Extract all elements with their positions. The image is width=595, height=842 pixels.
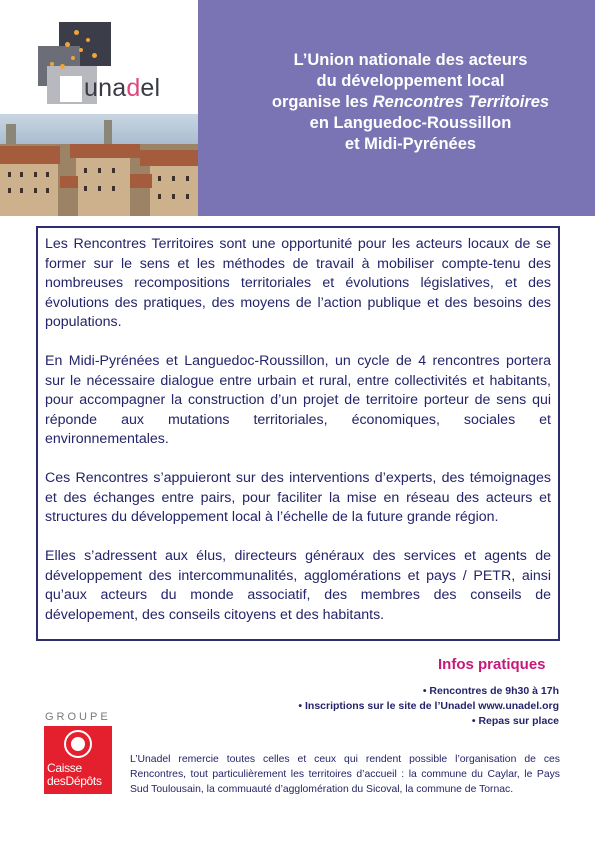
infos-item: • Rencontres de 9h30 à 17h	[422, 685, 559, 697]
paragraph: Les Rencontres Territoires sont une opportunité pour les acteurs locaux de se former sur le sens et les méthodes de travail à mobiliser compte-tenu des nombreuses recompositions territoriales et évolutions législatives, et des évolutions des pratiques, des moyens de l’action publique et des besoins des populations.	[45, 236, 551, 330]
infos-title: Infos pratiques	[438, 656, 546, 673]
logo-dot	[92, 53, 97, 58]
header-title-band	[198, 0, 595, 216]
sponsor-name: Caisse desDépôts	[47, 761, 102, 788]
infos-list	[298, 684, 559, 729]
title-line: organise les Rencontres Territoires	[271, 93, 550, 111]
sponsor-groupe-label: GROUPE	[45, 711, 111, 723]
paragraph: Elles s’adressent aux élus, directeurs généraux des services et agents de développement des intercommunalités, agglomérations et pays / PETR, ainsi qu’aux acteurs du monde associatif, des membres des conseils de dévelopement, des conseils citoyens et des habitants.	[45, 548, 551, 623]
title-line: en Languedoc-Roussillon	[309, 114, 512, 132]
title-line: et Midi-Pyrénées	[344, 135, 477, 153]
caisse-des-depots-logo	[44, 726, 112, 794]
logo-dot	[50, 62, 54, 66]
seal-icon	[64, 730, 92, 758]
logo-dot	[71, 56, 75, 60]
logo-dot	[86, 38, 90, 42]
thanks-text: L’Unadel remercie toutes celles et ceux qui rendent possible l’organisation de ces Rencontres, tout particulièrement les territoires d’accueil : la commune du Caylar, le Pays Sud Toulousain, la commuauté d’agglomération du Sicoval, la commune de Tornac.	[130, 754, 560, 795]
logo-wordmark: unadel	[84, 74, 161, 102]
title-line: du développement local	[316, 72, 505, 90]
paragraph: Ces Rencontres s’appuieront sur des interventions d’experts, des témoignages et des échanges entre pairs, pour faciliter la mise en réseau des acteurs et structures du développement local à l’échelle de la future grande région.	[45, 470, 551, 525]
unadel-logo	[16, 8, 196, 108]
logo-square-white	[60, 76, 82, 102]
paragraph: En Midi-Pyrénées et Languedoc-Roussillon, un cycle de 4 rencontres portera sur le nécessaire dialogue entre urbain et rural, entre collectivités et habitants, pour accompagner la construction d’un projet de territoire porteur de sens qui réponde aux mutations territoriales, économiques, sociales et environnementales.	[45, 353, 551, 447]
logo-dot	[65, 42, 70, 47]
infos-item: • Inscriptions sur le site de l’Unadel www.unadel.org	[298, 700, 559, 712]
description-box	[36, 226, 560, 641]
header-logo-area	[0, 0, 198, 216]
infos-item: • Repas sur place	[471, 715, 559, 727]
title-line: L’Union nationale des acteurs	[293, 51, 528, 69]
logo-dot	[79, 48, 83, 52]
logo-dot	[60, 64, 65, 69]
logo-dot	[74, 30, 79, 35]
town-rooftops-photo	[0, 114, 198, 216]
page-title	[212, 50, 595, 155]
